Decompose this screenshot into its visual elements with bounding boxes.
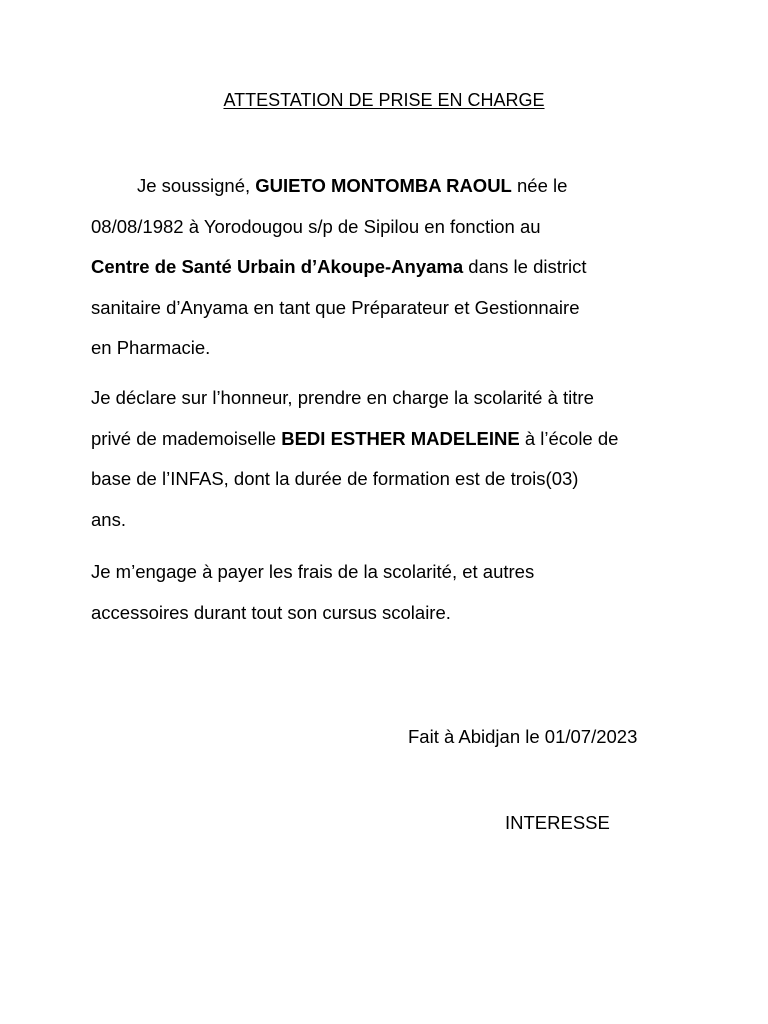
paragraph-line: en Pharmacie. bbox=[91, 337, 211, 358]
signatory-label: INTERESSE bbox=[505, 812, 610, 833]
text-span: Je soussigné, bbox=[137, 175, 256, 196]
declarant-name: GUIETO MONTOMBA RAOUL bbox=[255, 175, 512, 196]
paragraph-line: base de l’INFAS, dont la durée de formation est de trois(03) bbox=[91, 468, 579, 489]
paragraph-line: 08/08/1982 à Yorodougou s/p de Sipilou en fonction au bbox=[91, 215, 541, 237]
paragraph-line bbox=[91, 247, 691, 288]
health-center-name: Centre de Santé Urbain d’Akoupe-Anyama bbox=[91, 256, 464, 277]
paragraph-line: sanitaire d’Anyama en tant que Préparateur et Gestionnaire bbox=[91, 296, 580, 318]
place-and-date: Fait à Abidjan le 01/07/2023 bbox=[408, 726, 638, 747]
text-span: dans le district bbox=[463, 256, 587, 277]
document-title: ATTESTATION DE PRISE EN CHARGE bbox=[223, 90, 545, 110]
text-span: à l’école de bbox=[519, 427, 619, 449]
paragraph-line bbox=[91, 419, 691, 460]
paragraph-line: Je déclare sur l’honneur, prendre en charge la scolarité à titre bbox=[91, 387, 594, 408]
paragraph-declarant bbox=[91, 166, 691, 369]
paragraph-commitment bbox=[91, 552, 691, 633]
text-span: née le bbox=[511, 175, 568, 196]
paragraph-line bbox=[91, 166, 691, 207]
text-span: privé de mademoiselle bbox=[91, 427, 282, 449]
paragraph-line: Je m’engage à payer les frais de la scolarité, et autres bbox=[91, 561, 535, 582]
student-name: BEDI ESTHER MADELEINE bbox=[281, 427, 520, 449]
paragraph-line: accessoires durant tout son cursus scolaire. bbox=[91, 601, 451, 623]
paragraph-line: ans. bbox=[91, 508, 126, 530]
paragraph-declaration bbox=[91, 378, 691, 540]
